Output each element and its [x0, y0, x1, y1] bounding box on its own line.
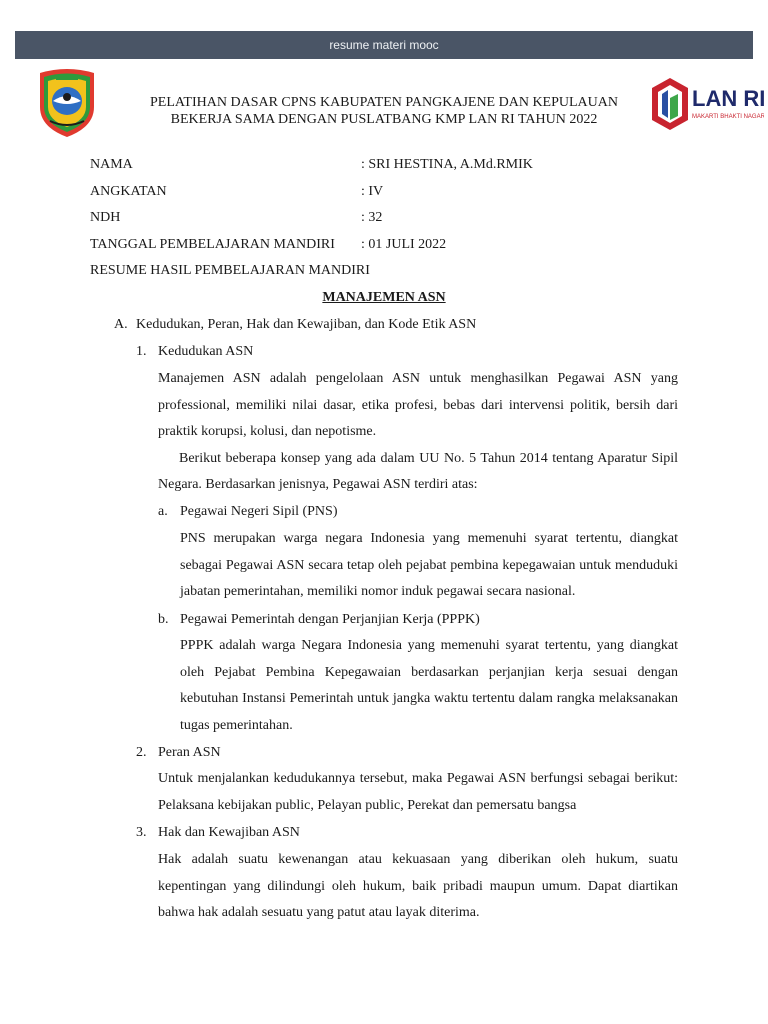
lan-ri-logo	[648, 74, 764, 134]
item-1-paragraph-2: Berikut beberapa konsep yang ada dalam UU No. 5 Tahun 2014 tentang Aparatur Sipil Negara. Berdasarkan jenisnya, Pegawai ASN terdiri atas:	[158, 450, 678, 493]
item-2-title: Peran ASN	[158, 745, 221, 760]
info-value-date: : 01 JULI 2022	[361, 237, 447, 252]
training-heading	[100, 94, 668, 128]
sub-a-marker: a.	[158, 504, 168, 519]
regency-emblem-logo	[36, 67, 98, 139]
lan-ri-logo-tagline: MAKARTI BHAKTI NAGARI	[692, 114, 764, 120]
item-1-paragraph-1: Manajemen ASN adalah pengelolaan ASN untuk menghasilkan Pegawai ASN yang professional, memiliki nilai dasar, etika profesi, bebas dari intervensi politik, bersih dari praktik korupsi, kolusi, dan nepotisme.	[158, 371, 678, 440]
info-value-name: : SRI HESTINA, A.Md.RMIK	[361, 157, 533, 172]
info-label-angkatan: ANGKATAN	[90, 184, 167, 199]
item-1-title: Kedudukan ASN	[158, 344, 254, 359]
item-1-body	[158, 366, 678, 499]
sub-a-text: PNS merupakan warga negara Indonesia yang memenuhi syarat tertentu, diangkat sebagai Pegawai ASN secara tetap oleh pejabat pembina kepegawaian untuk menduduki jabatan pemerintahan, memiliki nomor induk pegawai secara nasional.	[180, 531, 678, 600]
heading-line-1: PELATIHAN DASAR CPNS KABUPATEN PANGKAJENE DAN KEPULAUAN	[149, 95, 618, 110]
info-label-ndh: NDH	[90, 210, 121, 225]
item-3-title: Hak dan Kewajiban ASN	[158, 825, 300, 840]
sub-b-text: PPPK adalah warga Negara Indonesia yang memenuhi syarat tertentu, yang diangkat oleh Pejabat Pembina Kepegawaian berdasarkan perjanjian kerja sesuai dengan kebutuhan Instansi Pemerintah untuk jangka waktu tertentu dalam rangka melaksanakan tugas pemerintahan.	[180, 638, 678, 733]
item-3-marker: 3.	[136, 825, 147, 840]
section-a-marker: A.	[114, 317, 128, 332]
main-title: MANAJEMEN ASN	[322, 290, 446, 305]
heading-line-2: BEKERJA SAMA DENGAN PUSLATBANG KMP LAN RI TAHUN 2022	[170, 112, 598, 127]
section-a-title: Kedudukan, Peran, Hak dan Kewajiban, dan Kode Etik ASN	[136, 317, 477, 332]
info-value-angkatan: : IV	[361, 184, 384, 199]
sub-b-title: Pegawai Pemerintah dengan Perjanjian Kerja (PPPK)	[180, 612, 480, 627]
info-value-ndh: : 32	[361, 210, 383, 225]
info-label-name: NAMA	[90, 157, 133, 172]
sub-a-title: Pegawai Negeri Sipil (PNS)	[180, 504, 338, 519]
item-3-text: Hak adalah suatu kewenangan atau kekuasaan yang diberikan oleh hukum, suatu kepentingan yang dilindungi oleh hukum, baik pribadi maupun umum. Dapat diartikan bahwa hak adalah sesuatu yang patut atau layak diterima.	[158, 852, 678, 921]
document-title: resume materi mooc	[329, 38, 439, 52]
resume-label: RESUME HASIL PEMBELAJARAN MANDIRI	[90, 263, 370, 278]
info-label-date: TANGGAL PEMBELAJARAN MANDIRI	[90, 237, 335, 252]
lan-ri-logo-text: LAN RI	[692, 86, 764, 111]
item-1-marker: 1.	[136, 344, 147, 359]
item-2-marker: 2.	[136, 745, 147, 760]
document-title-bar	[15, 31, 753, 59]
sub-b-marker: b.	[158, 612, 169, 627]
item-2-text: Untuk menjalankan kedudukannya tersebut, maka Pegawai ASN berfungsi sebagai berikut: Pelaksana kebijakan public, Pelayan public, Perekat dan pemersatu bangsa	[158, 771, 678, 813]
